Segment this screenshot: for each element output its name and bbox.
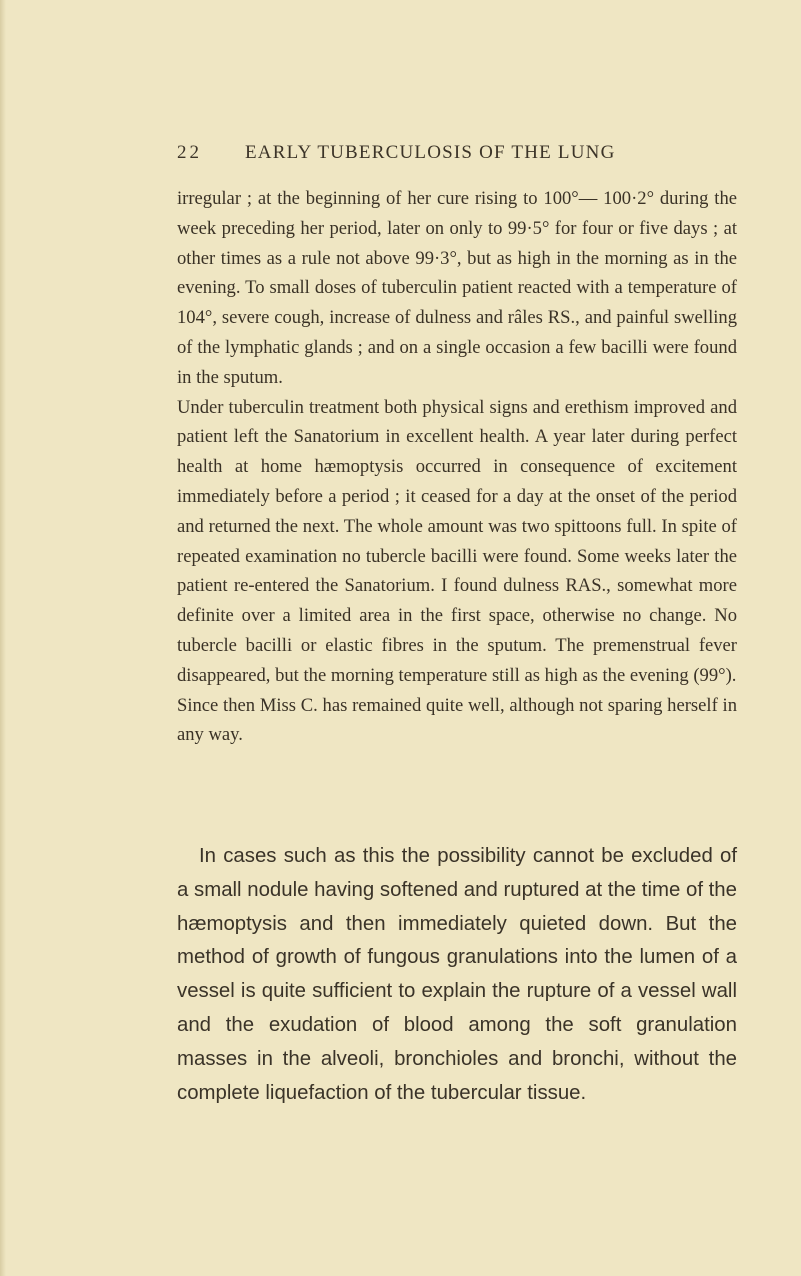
page-edge-shadow: [0, 0, 6, 1276]
case-report-paragraph-1: irregular ; at the beginning of her cure rising to 100°— 100·2° during the week preceding her period, later on only to 99·5° for four or five days ; at other times as a rule not above 99·3°, but as high in the morning as in the evening. To small doses of tuberculin patient reacted with a temperature of 104°, severe cough, increase of dulness and râles RS., and painful swelling of the lymphatic glands ; and on a single occasion a few bacilli were found in the sputum.: [177, 188, 737, 388]
running-title: EARLY TUBERCULOSIS OF THE LUNG: [245, 142, 616, 163]
case-report-text: [177, 184, 737, 750]
running-head: [177, 142, 737, 164]
commentary-paragraph-1: In cases such as this the possibility cannot be excluded of a small nodule having softened and ruptured at the time of the hæmoptysis and then immediately quieted down. But the method of growth of fungous granulations into the lumen of a vessel is quite sufficient to explain the rupture of a vessel wall and the exudation of blood among the soft granulation masses in the alveoli, bronchioles and bronchi, without the complete liquefaction of the tubercular tissue.: [177, 845, 737, 1104]
case-report-paragraph-3: Since then Miss C. has remained quite well, although not sparing herself in any way.: [177, 694, 737, 746]
case-report-paragraph-2: Under tuberculin treatment both physical signs and erethism improved and patient left the Sanatorium in excellent health. A year later during perfect health at home hæmoptysis occurred in consequence of excitement immediately before a period ; it ceased for a day at the onset of the period and returned the next. The whole amount was two spittoons full. In spite of repeated examination no tubercle bacilli were found. Some weeks later the patient re-entered the Sanatorium. I found dulness RAS., somewhat more definite over a limited area in the first space, otherwise no change. No tubercle bacilli or elastic fibres in the sputum. The premenstrual fever disappeared, but the morning temperature still as high as the evening (99°).: [177, 396, 737, 686]
commentary-text: [177, 840, 737, 1110]
page-number: 22: [177, 142, 202, 163]
